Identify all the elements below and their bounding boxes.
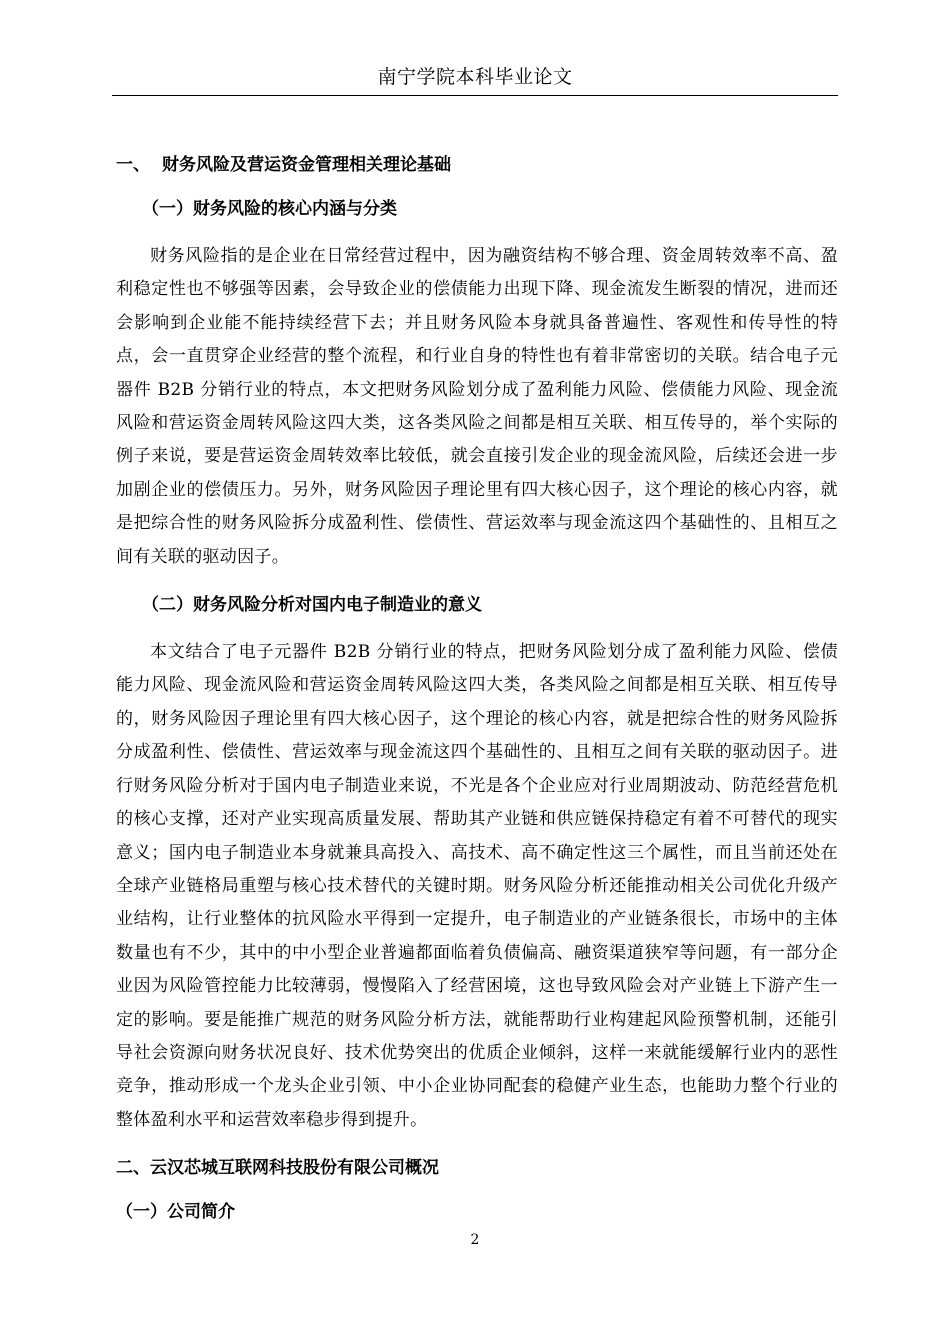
section-title: 财务风险及营运资金管理相关理论基础 bbox=[162, 155, 451, 175]
subsection-heading: （一）公司简介 bbox=[116, 1202, 235, 1223]
section-number: 一、 bbox=[116, 155, 150, 175]
header-rule bbox=[112, 95, 838, 96]
body-paragraph: 本文结合了电子元器件 B2B 分销行业的特点，把财务风险划分成了盈利能力风险、偿债能力风险、现金流风险和营运资金周转风险这四大类，各类风险之间都是相互关联、相互传导的，财务风险因子理论里有四大核心因子，这个理论的核心内容，就是把综合性的财务风险拆分成盈利性、偿债性、营运效率与现金流这四个基础性的、且相互之间有关联的驱动因子。进行财务风险分析对于国内电子制造业来说，不光是各个企业应对行业周期波动、防范经营危机的核心支撑，还对产业实现高质量发展、帮助其产业链和供应链保持稳定有着不可替代的现实意义；国内电子制造业本身就兼具高投入、高技术、高不确定性这三个属性，而且当前还处在全球产业链格局重塑与核心技术替代的关键时期。财务风险分析还能推动相关公司优化升级产业结构，让行业整体的抗风险水平得到一定提升，电子制造业的产业链条很长，市场中的主体数量也有不少，其中的中小型企业普遍都面临着负债偏高、融资渠道狭窄等问题，有一部分企业因为风险管控能力比较薄弱，慢慢陷入了经营困境，这也导致风险会对产业链上下游产生一定的影响。要是能推广规范的财务风险分析方法，就能帮助行业构建起风险预警机制，还能引导社会资源向财务状况良好、技术优势突出的优质企业倾斜，这样一来就能缓解行业内的恶性竞争，推动形成一个龙头企业引领、中小企业协同配套的稳健产业生态，也能助力整个行业的整体盈利水平和运营效率稳步得到提升。 bbox=[116, 642, 838, 1130]
section-title: 云汉芯城互联网科技股份有限公司概况 bbox=[150, 1158, 439, 1179]
subsection-heading: （二）财务风险分析对国内电子制造业的意义 bbox=[142, 595, 482, 616]
subsection-heading: （一）财务风险的核心内涵与分类 bbox=[142, 199, 397, 219]
page-number: 2 bbox=[470, 1232, 480, 1248]
section-heading bbox=[116, 152, 838, 178]
section-number: 二、 bbox=[116, 1158, 150, 1179]
section-heading bbox=[116, 1155, 838, 1181]
document-body bbox=[116, 152, 838, 1243]
body-paragraph: 财务风险指的是企业在日常经营过程中，因为融资结构不够合理、资金周转效率不高、盈利稳定性也不够强等因素，会导致企业的偿债能力出现下降、现金流发生断裂的情况，进而还会影响到企业能不能持续经营下去；并且财务风险本身就具备普遍性、客观性和传导性的特点，会一直贯穿企业经营的整个流程，和行业自身的特性也有着非常密切的关联。结合电子元器件 B2B 分销行业的特点，本文把财务风险划分成了盈利能力风险、偿债能力风险、现金流风险和营运资金周转风险这四大类，这各类风险之间都是相互关联、相互传导的，举个实际的例子来说，要是营运资金周转效率比较低，就会直接引发企业的现金流风险，后续还会进一步加剧企业的偿债压力。另外，财务风险因子理论里有四大核心因子，这个理论的核心内容，就是把综合性的财务风险拆分成盈利性、偿债性、营运效率与现金流这四个基础性的、且相互之间有关联的驱动因子。 bbox=[116, 246, 838, 567]
page-header: 南宁学院本科毕业论文 bbox=[377, 66, 573, 88]
